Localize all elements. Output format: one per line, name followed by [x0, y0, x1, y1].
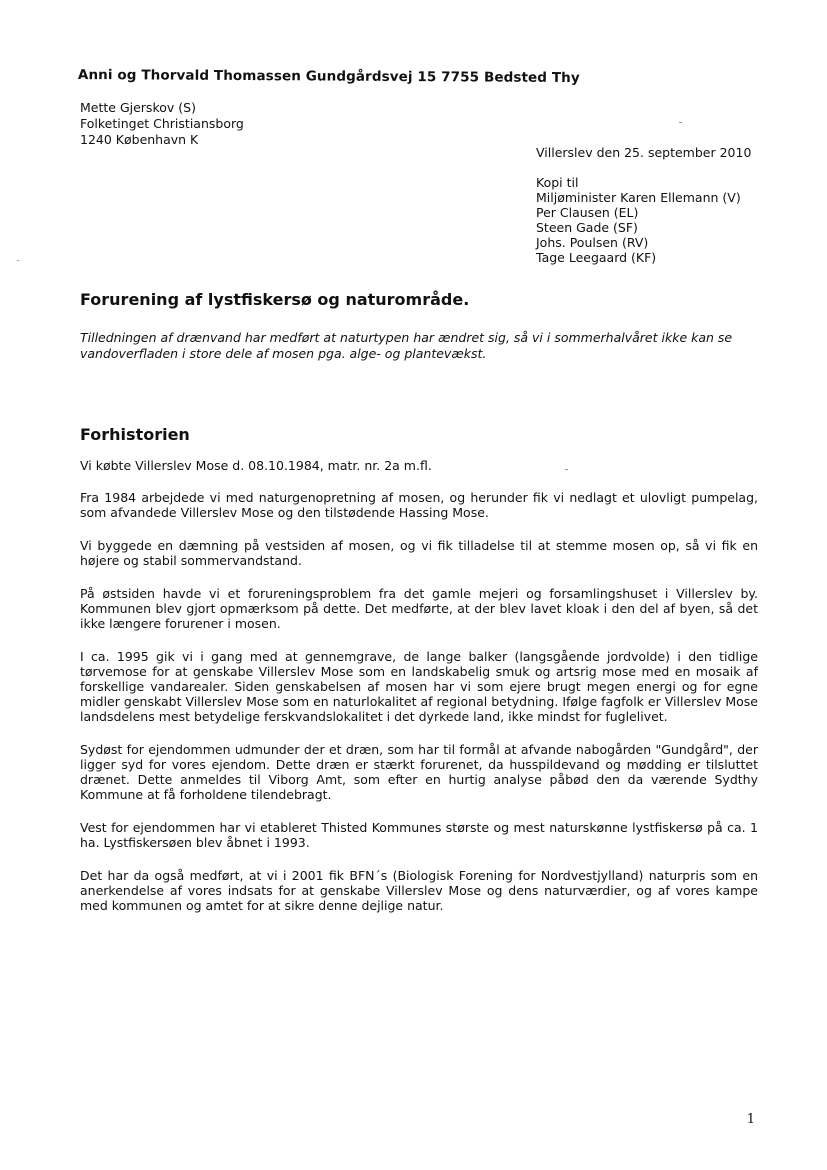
body-paragraph: Vi købte Villerslev Mose d. 08.10.1984, matr. nr. 2a m.fl. [80, 458, 432, 473]
body-paragraph: Det har da også medført, at vi i 2001 fik BFN´s (Biologisk Forening for Nordvestjylland) naturpris som en anerkendelse af vores indsats for at genskabe Villerslev Mose og dens naturværdier, og af vores kampe med kommunen og amtet for at sikre denne dejlige natur. [80, 868, 758, 913]
copy-recipient: Johs. Poulsen (RV) [536, 235, 649, 250]
body-paragraph: Vest for ejendommen har vi etableret Thisted Kommunes største og mest naturskønne lystfiskersø på ca. 1 ha. Lystfiskersøen blev åbnet i 1993. [80, 820, 758, 850]
recipient-line: Folketinget Christiansborg [80, 116, 244, 131]
scan-speck [679, 122, 682, 123]
sender-address: Anni og Thorvald Thomassen Gundgårdsvej 15 7755 Bedsted Thy [77, 67, 580, 87]
scan-speck [565, 469, 568, 470]
recipient-line: 1240 København K [80, 132, 199, 147]
body-paragraph: I ca. 1995 gik vi i gang med at gennemgrave, de lange balker (langsgående jordvolde) i den tidlige tørvemose for at genskabe Villerslev Mose som en landskabelig smuk og artsrig mose med en mosaik af forskellige vandarealer. Siden genskabelsen af mosen har vi som ejere brugt megen energi og for egne midler genskabt Villerslev Mose som en naturlokalitet af regional betydning. Ifølge fagfolk er Villerslev Mose landsdelens mest betydelige ferskvandslokalitet i det dyrkede land, ikke mindst for fuglelivet. [80, 649, 758, 724]
recipient-line: Mette Gjerskov (S) [80, 100, 196, 115]
section-heading: Forhistorien [80, 425, 190, 444]
copy-heading: Kopi til [536, 175, 579, 190]
date-line: Villerslev den 25. september 2010 [536, 145, 752, 160]
page-number: 1 [746, 1112, 755, 1127]
copy-recipient: Miljøminister Karen Ellemann (V) [536, 190, 741, 205]
copy-recipient: Steen Gade (SF) [536, 220, 638, 235]
intro-paragraph: Tilledningen af drænvand har medført at naturtypen har ændret sig, så vi i sommerhalvåret ikke kan se vandoverfladen i store dele af mosen pga. alge- og plantevækst. [80, 330, 733, 361]
body-paragraph: På østsiden havde vi et forureningsproblem fra det gamle mejeri og forsamlingshuset i Villerslev by. Kommunen blev gjort opmærksom på dette. Det medførte, at der blev lavet kloak i den del af byen, så det ikke længere forurener i mosen. [80, 586, 758, 631]
body-paragraph: Sydøst for ejendommen udmunder der et dræn, som har til formål at afvande nabogården "Gundgård", der ligger syd for vores ejendom. Dette dræn er stærkt forurenet, da husspildevand og mødding er tilsluttet drænet. Dette anmeldes til Viborg Amt, som efter en hurtig analyse påbød den da værende Sydthy Kommune at få forholdene tilendebragt. [80, 742, 758, 802]
body-paragraph: Vi byggede en dæmning på vestsiden af mosen, og vi fik tilladelse til at stemme mosen op, så vi fik en højere og stabil sommervandstand. [80, 538, 758, 568]
copy-recipient: Per Clausen (EL) [536, 205, 639, 220]
scan-speck [17, 260, 19, 261]
body-text [80, 458, 758, 913]
body-paragraph: Fra 1984 arbejdede vi med naturgenopretning af mosen, og herunder fik vi nedlagt et ulovligt pumpelag, som afvandede Villerslev Mose og den tilstødende Hassing Mose. [80, 490, 758, 520]
recipient-address [80, 100, 244, 148]
subject-heading: Forurening af lystfiskersø og naturområde. [80, 290, 470, 309]
copy-recipient: Tage Leegaard (KF) [536, 250, 657, 265]
copy-list [536, 175, 741, 265]
